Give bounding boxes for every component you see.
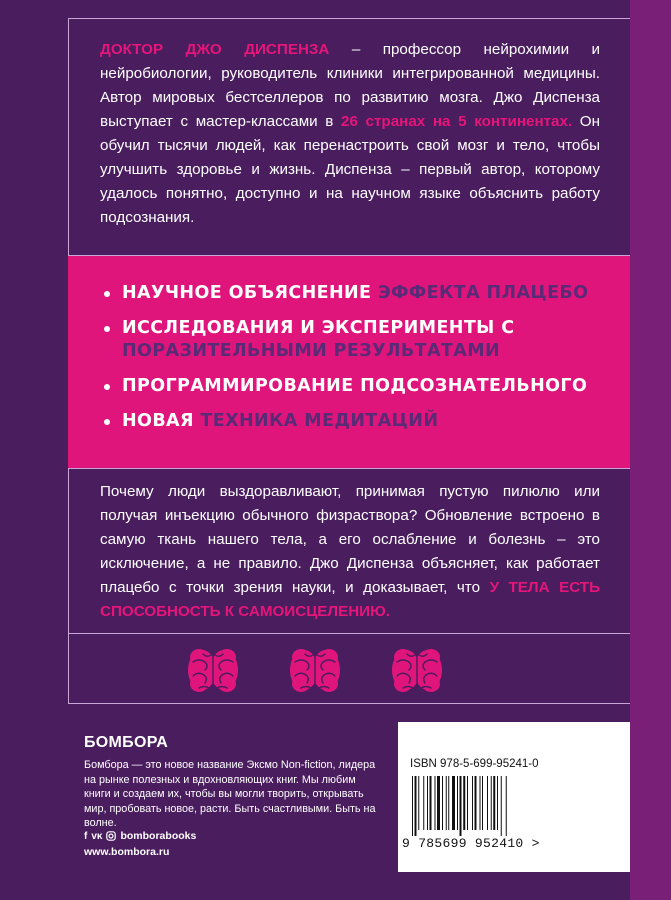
barcode-bar <box>437 776 440 830</box>
feature-item <box>104 410 624 433</box>
barcode-bar <box>418 776 419 830</box>
publisher-block <box>68 722 398 872</box>
barcode-bar <box>501 776 502 836</box>
feature-accent: ПОРАЗИТЕЛЬНЫМИ РЕЗУЛЬТАТАМИ <box>122 341 501 361</box>
barcode-bar <box>460 776 462 836</box>
feature-item <box>104 282 624 305</box>
facebook-icon: f <box>84 830 88 842</box>
description-text: Почему люди выздоравливают, принимая пустую пилюлю или получая инъекцию обычного физраствора? Обновление встроено в самую ткань нашего тела, а его ослабление и болезнь – это исключение, а не правило. Джо Диспенза объясняет, как работает плацебо с точки зрения науки, и доказывает, что <box>100 483 600 596</box>
barcode <box>410 776 550 836</box>
barcode-bar <box>482 776 483 830</box>
barcode-bar <box>487 776 488 830</box>
barcode-bar <box>430 776 432 830</box>
publisher-name: БОМБОРА <box>84 734 169 751</box>
description <box>100 480 600 624</box>
feature-item <box>104 375 624 398</box>
barcode-bar <box>423 776 424 830</box>
barcode-bar <box>475 776 477 830</box>
barcode-bar <box>506 776 507 836</box>
barcode-bar <box>427 776 428 830</box>
social-handle: bomborabooks <box>120 830 197 842</box>
feature-text: НАУЧНОЕ ОБЪЯСНЕНИЕ <box>122 283 378 303</box>
author-intro <box>100 38 600 230</box>
barcode-bar <box>435 776 436 830</box>
brain-icon <box>287 642 343 698</box>
isbn-label: ISBN 978-5-699-95241-0 <box>410 758 539 770</box>
barcode-bar <box>415 776 417 836</box>
brain-icons <box>185 642 485 698</box>
description-highlight: У ТЕЛА ЕСТЬ СПОСОБНОСТЬ К САМОИСЦЕЛЕНИЮ. <box>100 579 600 620</box>
feature-accent: ТЕХНИКА МЕДИТАЦИЙ <box>200 411 439 431</box>
feature-text: ИССЛЕДОВАНИЯ И ЭКСПЕРИМЕНТЫ С <box>122 318 515 338</box>
brain-icon <box>389 642 445 698</box>
publisher-website: www.bombora.ru <box>84 846 170 858</box>
feature-item <box>104 317 624 363</box>
instagram-icon <box>106 831 116 841</box>
author-text-a: – профессор нейрохимии и нейробиологии, руководитель клиники интегрированной медицины. Автор мировых бестселлеров по развитию мозга. Джо Диспенза выступает с мастер-классами в <box>100 41 600 130</box>
barcode-bar <box>446 776 447 830</box>
barcode-bar <box>442 776 443 830</box>
publisher-social <box>84 830 196 842</box>
isbn-block <box>398 722 630 872</box>
brain-icon <box>185 642 241 698</box>
spine <box>630 0 671 900</box>
barcode-bar <box>467 776 468 830</box>
barcode-bar <box>452 776 455 830</box>
publisher-description: Бомбора — это новое название Эксмо Non-fiction, лидера на рынке полезных и вдохновляющих книг. Мы любим книги и создаем их, чтобы вы могли творить, открывать мир, пробовать новое, расти. Быть счастливыми. Быть на волне. <box>84 759 376 829</box>
barcode-bar <box>497 776 498 830</box>
barcode-bar <box>480 776 481 830</box>
barcode-digits: 9 785699 952410 > <box>402 836 540 851</box>
barcode-bar <box>457 776 458 830</box>
author-highlight: 26 странах на 5 континентах. <box>341 113 573 130</box>
barcode-bar <box>493 776 495 830</box>
vk-icon: ᴠᴋ <box>91 830 103 842</box>
feature-accent: ЭФФЕКТА ПЛАЦЕБО <box>377 283 589 303</box>
feature-text: ПРОГРАММИРОВАНИЕ ПОДСОЗНАТЕЛЬНОГО <box>122 376 588 396</box>
barcode-bar <box>412 776 413 836</box>
barcode-bar <box>491 776 492 830</box>
author-name: ДОКТОР ДЖО ДИСПЕНЗА <box>100 41 330 58</box>
feature-text: НОВАЯ <box>122 411 201 431</box>
barcode-bar <box>472 776 473 830</box>
author-text-b: Он обучил тысячи людей, как перенастроить свой мозг и тело, чтобы улучшить здоровье и жизнь. Диспенза – первый автор, которому удалось понятно, доступно и на научном языке объяснить работу подсознания. <box>100 113 601 226</box>
barcode-bar <box>448 776 449 830</box>
feature-list <box>104 282 624 445</box>
barcode-bar <box>463 776 465 830</box>
